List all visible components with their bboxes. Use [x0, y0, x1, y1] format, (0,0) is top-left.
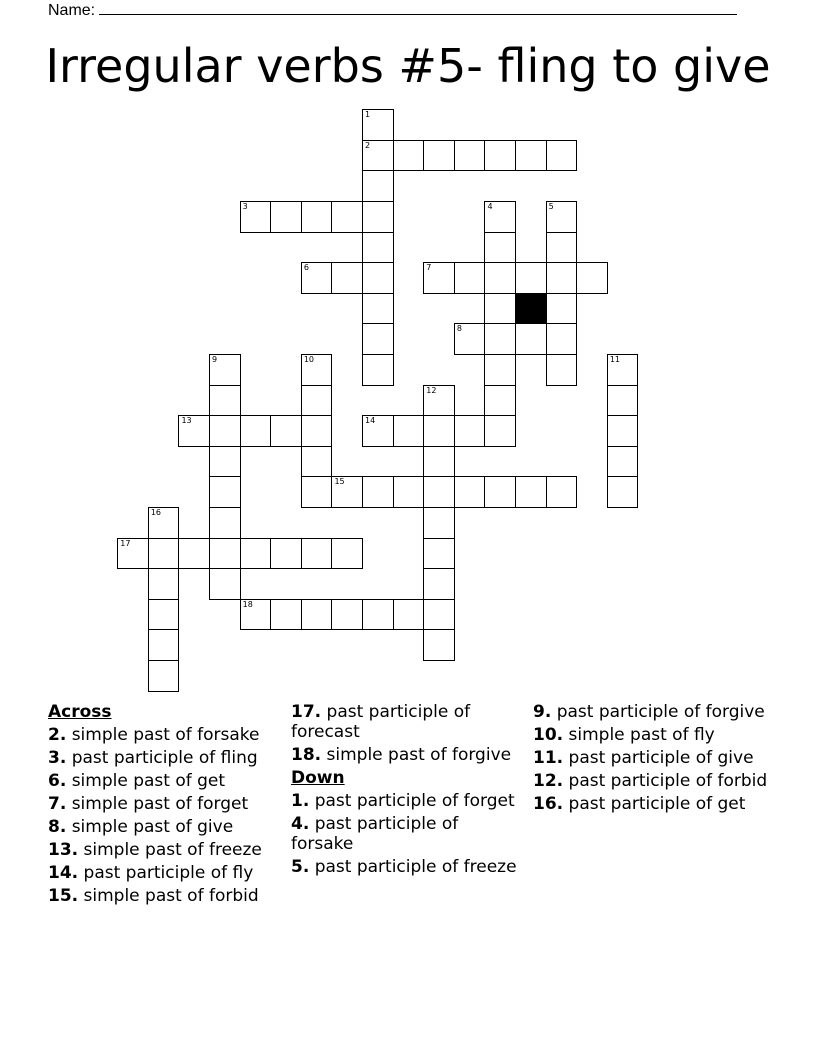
- clue-across: 6. simple past of get: [48, 771, 226, 791]
- crossword-cell[interactable]: [209, 385, 241, 417]
- clue-across: 8. simple past of give: [48, 817, 234, 837]
- crossword-cell[interactable]: [423, 629, 455, 661]
- crossword-cell[interactable]: [546, 140, 578, 172]
- crossword-cell[interactable]: [362, 109, 394, 141]
- crossword-cell[interactable]: [484, 293, 516, 325]
- crossword-cell[interactable]: [331, 538, 363, 570]
- name-label: Name:: [48, 2, 96, 19]
- clue-down: 5. past participle of freeze: [291, 857, 517, 877]
- crossword-cell[interactable]: [607, 354, 639, 386]
- crossword-cell[interactable]: [515, 476, 547, 508]
- crossword-cell[interactable]: [454, 262, 486, 294]
- clue-number: 6: [303, 263, 309, 273]
- crossword-cell[interactable]: [301, 599, 333, 631]
- clue-number: 8: [456, 324, 462, 334]
- crossword-cell[interactable]: [178, 538, 210, 570]
- clue-number: 10: [303, 355, 315, 365]
- clue-number: 15: [334, 477, 345, 487]
- crossword-cell[interactable]: [362, 476, 394, 508]
- crossword-cell[interactable]: [393, 476, 425, 508]
- crossword-cell[interactable]: [546, 323, 578, 355]
- crossword-cell[interactable]: [209, 476, 241, 508]
- crossword-cell[interactable]: [607, 446, 639, 478]
- crossword-cell[interactable]: [331, 599, 363, 631]
- crossword-cell[interactable]: [362, 170, 394, 202]
- crossword-cell[interactable]: [209, 354, 241, 386]
- crossword-cell[interactable]: [301, 262, 333, 294]
- crossword-cell[interactable]: [515, 140, 547, 172]
- crossword-cell[interactable]: [148, 538, 180, 570]
- clue-number: 12: [426, 385, 437, 395]
- crossword-cell[interactable]: [607, 415, 639, 447]
- name-blank-line[interactable]: [99, 0, 737, 15]
- crossword-cell[interactable]: [546, 293, 578, 325]
- crossword-cell[interactable]: [423, 415, 455, 447]
- clue-number: 16: [150, 508, 162, 518]
- crossword-cell[interactable]: [546, 262, 578, 294]
- crossword-cell[interactable]: [301, 538, 333, 570]
- crossword-cell[interactable]: [148, 629, 180, 661]
- crossword-cell[interactable]: [546, 201, 578, 233]
- crossword-cell[interactable]: [546, 232, 578, 264]
- crossword-cell[interactable]: [301, 385, 333, 417]
- crossword-cell[interactable]: [484, 232, 516, 264]
- crossword-cell[interactable]: [209, 507, 241, 539]
- crossword-cell[interactable]: [301, 446, 333, 478]
- crossword-cell[interactable]: [515, 262, 547, 294]
- crossword-cell[interactable]: [484, 415, 516, 447]
- clue-number: 4: [487, 202, 493, 212]
- clue-across: 14. past participle of fly: [48, 863, 254, 883]
- clue-down: 9. past participle of forgive: [533, 702, 765, 722]
- crossword-cell[interactable]: [393, 140, 425, 172]
- crossword-cell[interactable]: [484, 201, 516, 233]
- across-heading: Across: [48, 702, 112, 722]
- crossword-cell[interactable]: [454, 323, 486, 355]
- clue-number: 11: [609, 355, 621, 365]
- crossword-cell[interactable]: [301, 201, 333, 233]
- crossword-cell[interactable]: [423, 262, 455, 294]
- crossword-cell[interactable]: [484, 323, 516, 355]
- crossword-cell[interactable]: [148, 660, 180, 692]
- crossword-cell[interactable]: [362, 140, 394, 172]
- crossword-cell[interactable]: [362, 323, 394, 355]
- clue-number: 3: [242, 202, 248, 212]
- crossword-cell[interactable]: [270, 201, 302, 233]
- clue-down: 16. past participle of get: [533, 794, 746, 814]
- clue-number: 13: [181, 416, 192, 426]
- crossword-cell[interactable]: [331, 262, 363, 294]
- clue-across: 3. past participle of fling: [48, 748, 258, 768]
- clue-across: 18. simple past of forgive: [291, 745, 512, 765]
- crossword-block: [515, 293, 547, 325]
- crossword-cell[interactable]: [423, 599, 455, 631]
- crossword-cell[interactable]: [454, 476, 486, 508]
- crossword-cell[interactable]: [484, 354, 516, 386]
- name-field[interactable]: [48, 0, 737, 20]
- crossword-cell[interactable]: [393, 415, 425, 447]
- crossword-cell[interactable]: [209, 446, 241, 478]
- crossword-cell[interactable]: [209, 538, 241, 570]
- clue-down: 12. past participle of forbid: [533, 771, 768, 791]
- crossword-cell[interactable]: [607, 476, 639, 508]
- clue-down: 4. past participle of forsake: [291, 814, 459, 854]
- clue-number: 9: [212, 355, 218, 365]
- crossword-cell[interactable]: [484, 385, 516, 417]
- crossword-cell[interactable]: [423, 507, 455, 539]
- crossword-cell[interactable]: [546, 476, 578, 508]
- crossword-cell[interactable]: [362, 415, 394, 447]
- crossword-cell[interactable]: [362, 262, 394, 294]
- clue-number: 18: [242, 599, 253, 609]
- clue-across: 15. simple past of forbid: [48, 886, 259, 906]
- crossword-cell[interactable]: [117, 538, 149, 570]
- crossword-cell[interactable]: [148, 507, 180, 539]
- clue-number: 1: [365, 110, 371, 120]
- crossword-cell[interactable]: [546, 354, 578, 386]
- crossword-cell[interactable]: [362, 599, 394, 631]
- crossword-cell[interactable]: [240, 201, 272, 233]
- crossword-cell[interactable]: [209, 568, 241, 600]
- page-title: Irregular verbs #5- fling to give: [45, 39, 771, 93]
- crossword-cell[interactable]: [362, 354, 394, 386]
- crossword-cell[interactable]: [454, 415, 486, 447]
- clue-down: 1. past participle of forget: [291, 791, 515, 811]
- clues-column-3: [533, 702, 773, 817]
- clue-across: 2. simple past of forsake: [48, 725, 260, 745]
- crossword-cell[interactable]: [423, 538, 455, 570]
- crossword-cell[interactable]: [240, 538, 272, 570]
- crossword-cell[interactable]: [301, 354, 333, 386]
- crossword-cell[interactable]: [423, 446, 455, 478]
- clues-column-2: [291, 702, 521, 880]
- crossword-cell[interactable]: [209, 415, 241, 447]
- crossword-cell[interactable]: [484, 140, 516, 172]
- crossword-cell[interactable]: [454, 140, 486, 172]
- crossword-cell[interactable]: [423, 476, 455, 508]
- crossword-cell[interactable]: [393, 599, 425, 631]
- crossword-cell[interactable]: [607, 385, 639, 417]
- crossword-cell[interactable]: [484, 476, 516, 508]
- crossword-cell[interactable]: [270, 415, 302, 447]
- clue-number: 5: [548, 202, 554, 212]
- crossword-cell[interactable]: [178, 415, 210, 447]
- crossword-cell[interactable]: [423, 140, 455, 172]
- crossword-cell[interactable]: [301, 476, 333, 508]
- clues-column-1: [48, 702, 278, 909]
- down-heading: Down: [291, 768, 345, 788]
- crossword-cell[interactable]: [515, 323, 547, 355]
- clue-across: 17. past participle of forecast: [291, 702, 471, 742]
- crossword-cell[interactable]: [576, 262, 608, 294]
- crossword-cell[interactable]: [148, 568, 180, 600]
- crossword-cell[interactable]: [362, 232, 394, 264]
- crossword-cell[interactable]: [240, 415, 272, 447]
- crossword-cell[interactable]: [331, 476, 363, 508]
- crossword-cell[interactable]: [331, 201, 363, 233]
- crossword-cell[interactable]: [362, 293, 394, 325]
- crossword-cell[interactable]: [148, 599, 180, 631]
- clue-down: 10. simple past of fly: [533, 725, 715, 745]
- clue-across: 7. simple past of forget: [48, 794, 249, 814]
- crossword-cell[interactable]: [270, 599, 302, 631]
- crossword-cell[interactable]: [423, 385, 455, 417]
- crossword-cell[interactable]: [484, 262, 516, 294]
- clue-number: 17: [120, 538, 131, 548]
- crossword-cell[interactable]: [423, 568, 455, 600]
- clue-number: 14: [365, 416, 376, 426]
- crossword-cell[interactable]: [301, 415, 333, 447]
- clue-number: 2: [365, 140, 371, 150]
- crossword-cell[interactable]: [240, 599, 272, 631]
- clue-across: 13. simple past of freeze: [48, 840, 262, 860]
- crossword-cell[interactable]: [362, 201, 394, 233]
- clue-number: 7: [426, 263, 432, 273]
- clue-down: 11. past participle of give: [533, 748, 754, 768]
- crossword-cell[interactable]: [270, 538, 302, 570]
